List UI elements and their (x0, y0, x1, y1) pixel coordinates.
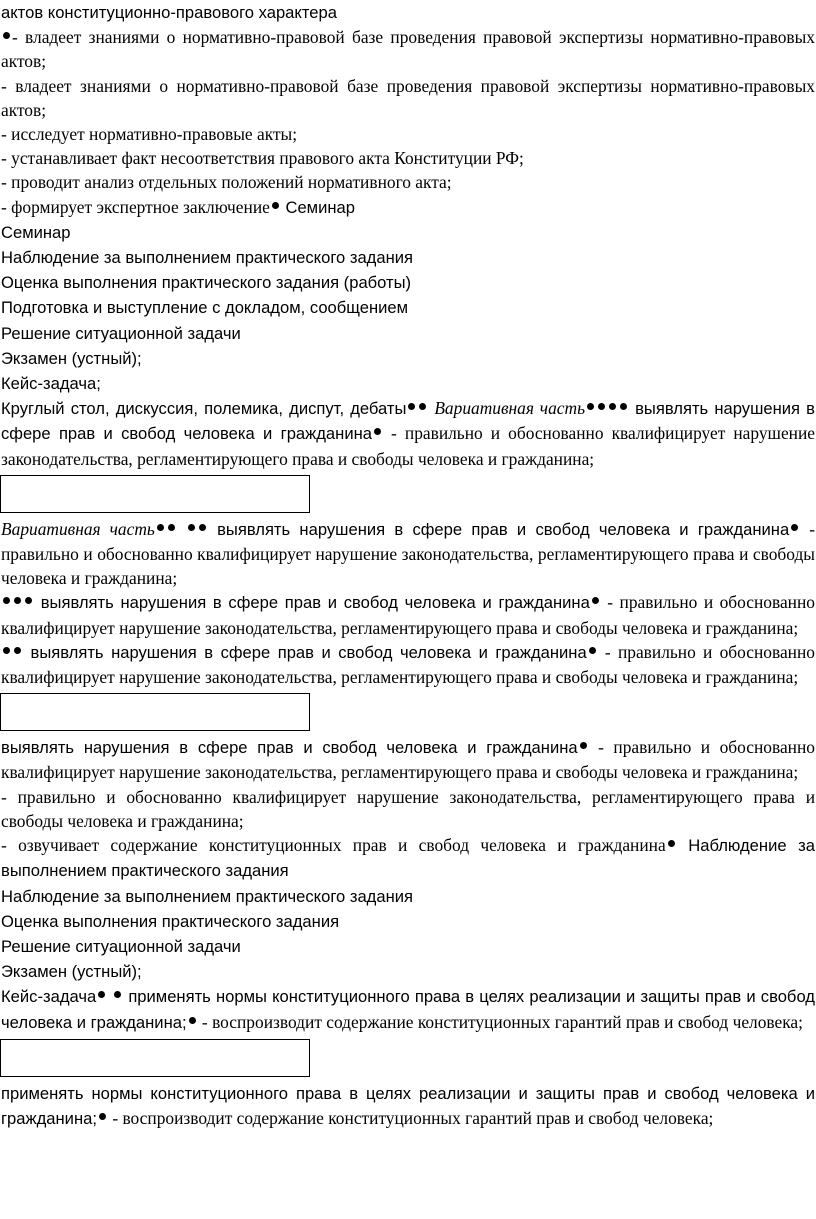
paragraph (0, 170, 816, 194)
text-run: выявлять нарушения в сфере прав и свобод человека и гражданина (34, 593, 590, 613)
line (0, 909, 816, 934)
line (0, 245, 816, 270)
bullet-icon (668, 840, 675, 847)
text-run: - правильно и обоснованно квалифицирует нарушение законодательства, регламентирующего права и свободы человека и гражданина; (1, 786, 815, 831)
bullet-icon (3, 32, 10, 39)
text-run: Семинар (280, 197, 355, 217)
bullet-icon (374, 428, 381, 435)
text-run: применять нормы конституционного права в целях реализации и защиты прав и свобод человека и гражданина; (1, 987, 815, 1032)
line (0, 0, 816, 25)
text-run: Семинар (1, 222, 71, 242)
paragraph (0, 984, 816, 1034)
empty-cell-box (0, 693, 310, 731)
paragraph (0, 74, 816, 122)
text-run: Вариативная часть (1, 518, 155, 539)
bullet-icon (14, 597, 21, 604)
text-run: актов конституционно-правового характера (1, 3, 337, 22)
bullet-icon (25, 597, 32, 604)
bullet-icon (3, 647, 10, 654)
bullet-icon (791, 524, 798, 531)
text-run: Круглый стол, дискуссия, полемика, диспут, дебаты (1, 399, 407, 419)
text-run: Наблюдение за выполнением практического задания (1, 886, 414, 906)
empty-cell-box (0, 1039, 310, 1077)
text-run: - озвучивает содержание конституционных прав и свобод человека и гражданина (1, 835, 666, 856)
line (0, 270, 816, 295)
empty-cell-box (0, 475, 310, 513)
text-run: выявлять нарушения в сфере прав и свобод человека и гражданина (1, 399, 815, 444)
line (0, 295, 816, 320)
text-run: - владеет знаниями о нормативно-правовой базе проведения правовой экспертизы нормативно-правовых актов; (1, 27, 815, 72)
text-run: Оценка выполнения практического задания (1, 911, 340, 931)
bullet-icon (587, 403, 594, 410)
bullet-icon (168, 524, 175, 531)
line (0, 346, 816, 371)
bullet-icon (419, 403, 426, 410)
bullet-icon (592, 597, 599, 604)
text-run: Подготовка и выступление с докладом, сообщением (1, 298, 409, 318)
bullet-icon (189, 1017, 196, 1024)
text-run: - формирует экспертное заключение (1, 196, 270, 217)
paragraph (0, 517, 816, 591)
text-run: Вариативная часть (434, 398, 585, 419)
text-run: Оценка выполнения практического задания (работы) (1, 273, 412, 293)
text-run: Наблюдение за выполнением практического задания (1, 248, 414, 268)
bullet-icon (598, 403, 605, 410)
paragraph (0, 1081, 816, 1131)
text-run: выявлять нарушения в сфере прав и свобод человека и гражданина (23, 642, 587, 662)
line (0, 321, 816, 346)
text-run: выявлять нарушения в сфере прав и свобод человека и гражданина (207, 519, 790, 539)
text-run: - устанавливает факт несоответствия правового акта Конституции РФ; (1, 148, 524, 169)
text-run: Кейс-задача; (1, 374, 101, 394)
bullet-icon (188, 524, 195, 531)
bullet-icon (580, 742, 587, 749)
paragraph (0, 396, 816, 471)
bullet-icon (589, 647, 596, 654)
line (0, 959, 816, 984)
paragraph (0, 122, 816, 146)
text-run: выявлять нарушения в сфере прав и свобод человека и гражданина (1, 738, 578, 758)
text-run: - правильно и обоснованно квалифицирует нарушение законодательства, регламентирующего права и свободы человека и гражданина; (1, 518, 815, 589)
text-run: Экзамен (устный); (1, 962, 142, 982)
line (0, 884, 816, 909)
text-run: - правильно и обоснованно квалифицирует нарушение законодательства, регламентирующего права и свободы человека и гражданина; (1, 641, 815, 688)
text-run: Наблюдение за выполнением практического задания (1, 836, 815, 881)
text-run: - воспроизводит содержание конституционных гарантий прав и свобод человека; (197, 1011, 803, 1032)
bullet-icon (408, 403, 415, 410)
paragraph (0, 146, 816, 170)
text-run: применять нормы конституционного права в целях реализации и защиты прав и свобод человека и гражданина; (1, 1083, 815, 1128)
paragraph (0, 590, 816, 639)
paragraph (0, 735, 816, 784)
bullet-icon (199, 524, 206, 531)
bullet-icon (98, 991, 105, 998)
text-run: - проводит анализ отдельных положений нормативного акта; (1, 172, 452, 193)
paragraph (0, 195, 816, 220)
line (0, 371, 816, 396)
text-run: - владеет знаниями о нормативно-правовой базе проведения правовой экспертизы нормативно-правовых актов; (1, 75, 815, 120)
bullet-icon (114, 991, 121, 998)
bullet-icon (609, 403, 616, 410)
bullet-icon (99, 1113, 106, 1120)
bullet-icon (3, 597, 10, 604)
bullet-icon (272, 202, 279, 209)
bullet-icon (620, 403, 627, 410)
text-run: - правильно и обоснованно квалифицирует нарушение законодательства, регламентирующего права и свободы человека и гражданина; (1, 423, 816, 469)
bullet-icon (14, 647, 21, 654)
text-run: - правильно и обоснованно квалифицирует нарушение законодательства, регламентирующего права и свободы человека и гражданина; (1, 737, 815, 783)
text-run: - исследует нормативно-правовые акты; (1, 124, 298, 145)
line (0, 934, 816, 959)
text-run: - воспроизводит содержание конституционных гарантий прав и свобод человека; (107, 1107, 714, 1128)
text-run: Решение ситуационной задачи (1, 936, 241, 956)
text-run: Экзамен (устный); (1, 348, 142, 368)
text-run: Кейс-задача (1, 987, 97, 1007)
paragraph (0, 833, 816, 883)
line (0, 220, 816, 245)
paragraph (0, 25, 816, 73)
text-run: - правильно и обоснованно квалифицирует нарушение законодательства, регламентирующего права и свободы человека и гражданина; (1, 592, 815, 638)
paragraph (0, 785, 816, 833)
text-run: Решение ситуационной задачи (1, 323, 241, 343)
bullet-icon (157, 524, 164, 531)
paragraph (0, 640, 816, 689)
